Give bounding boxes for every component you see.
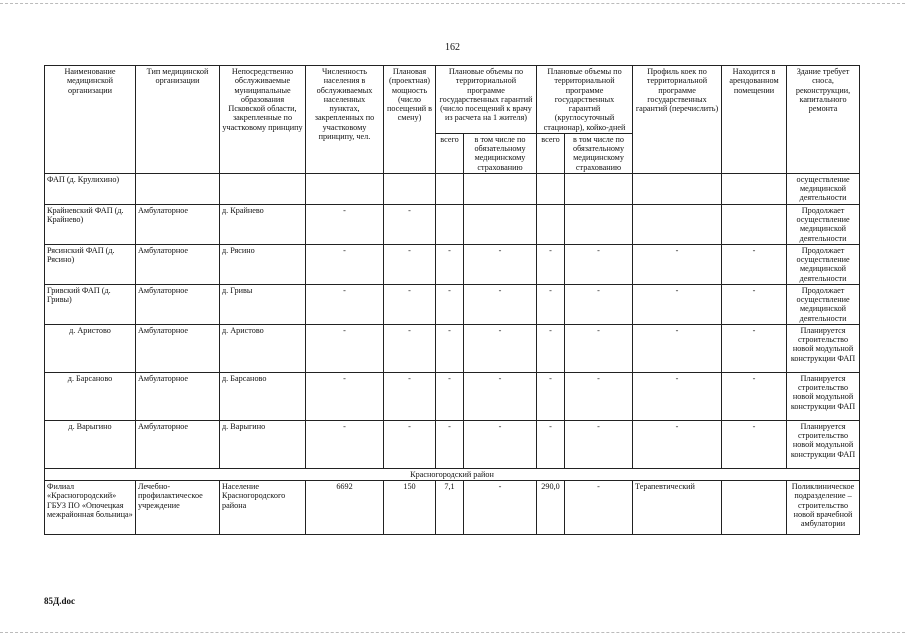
cell-in-oms: -: [565, 324, 633, 372]
cell-out-oms: -: [464, 481, 537, 535]
cell-capacity: -: [384, 204, 436, 244]
header-population: Численность населения в обслуживаемых населенных пунктах, закрепленных по участковому принципу, чел.: [306, 66, 384, 174]
cell-name: Филиал «Красногородский» ГБУЗ ПО «Опочецкая межрайонная больница»: [45, 481, 136, 535]
header-leased: Находится в арендованном помещении: [722, 66, 787, 174]
header-in-total: всего: [537, 133, 565, 173]
cell-in-oms: -: [565, 372, 633, 420]
table-row: [45, 481, 860, 535]
cell-capacity: -: [384, 284, 436, 324]
cell-name: д. Варыгино: [45, 420, 136, 468]
cell-out-oms: -: [464, 324, 537, 372]
scan-edge-top: [0, 3, 905, 4]
cell-type: Лечебно-профилактическое учреждение: [136, 481, 220, 535]
cell-leased: [722, 173, 787, 204]
header-building: Здание требует сноса, реконструкции, капитального ремонта: [787, 66, 860, 174]
cell-profile: Терапевтический: [633, 481, 722, 535]
header-out-total: всего: [436, 133, 464, 173]
cell-out-total: -: [436, 372, 464, 420]
cell-type: [136, 173, 220, 204]
cell-served: д. Крайнево: [220, 204, 306, 244]
cell-capacity: -: [384, 324, 436, 372]
cell-in-total: -: [537, 244, 565, 284]
header-type: Тип медицинской организации: [136, 66, 220, 174]
cell-in-total: -: [537, 420, 565, 468]
header-beds-profile: Профиль коек по территориальной программе государственных гарантий (перечислить): [633, 66, 722, 174]
table-row: [45, 324, 860, 372]
cell-building: Планируется строительство новой модульной конструкции ФАП: [787, 372, 860, 420]
cell-population: -: [306, 244, 384, 284]
cell-name: д. Аристово: [45, 324, 136, 372]
cell-leased: -: [722, 420, 787, 468]
cell-capacity: -: [384, 372, 436, 420]
header-out-oms: в том числе по обязательному медицинскому страхованию: [464, 133, 537, 173]
header-outpatient: Плановые объемы по территориальной программе государственных гарантий (число посещений к врачу из расчета на 1 жителя): [436, 66, 537, 134]
cell-leased: -: [722, 244, 787, 284]
table-row: [45, 204, 860, 244]
cell-out-oms: -: [464, 372, 537, 420]
cell-population: 6692: [306, 481, 384, 535]
cell-type: Амбулаторное: [136, 204, 220, 244]
cell-name: Крайневский ФАП (д. Крайнево): [45, 204, 136, 244]
district-row: [45, 468, 860, 480]
cell-served: [220, 173, 306, 204]
cell-out-total: -: [436, 420, 464, 468]
footer-filename: 85Д.doc: [44, 596, 75, 606]
cell-profile: [633, 173, 722, 204]
cell-capacity: [384, 173, 436, 204]
cell-out-oms: -: [464, 284, 537, 324]
cell-served: д. Аристово: [220, 324, 306, 372]
cell-name: Рясинский ФАП (д. Рясино): [45, 244, 136, 284]
cell-out-oms: -: [464, 244, 537, 284]
cell-in-total: 290,0: [537, 481, 565, 535]
cell-in-total: -: [537, 372, 565, 420]
cell-leased: -: [722, 324, 787, 372]
header-served: Непосредственно обслуживаемые муниципальные образования Псковской области, закрепленные по участковому принципу: [220, 66, 306, 174]
cell-served: д. Рясино: [220, 244, 306, 284]
cell-name: Гривский ФАП (д. Гривы): [45, 284, 136, 324]
cell-population: -: [306, 204, 384, 244]
table-row: [45, 173, 860, 204]
header-in-oms: в том числе по обязательному медицинскому страхованию: [565, 133, 633, 173]
cell-leased: -: [722, 372, 787, 420]
header-capacity: Плановая (проектная) мощность (число посещений в смену): [384, 66, 436, 174]
cell-capacity: -: [384, 420, 436, 468]
header-row: [45, 66, 860, 134]
cell-leased: [722, 204, 787, 244]
cell-served: д. Гривы: [220, 284, 306, 324]
cell-profile: [633, 204, 722, 244]
cell-type: Амбулаторное: [136, 244, 220, 284]
cell-out-total: -: [436, 244, 464, 284]
cell-population: -: [306, 284, 384, 324]
cell-in-total: [537, 173, 565, 204]
cell-type: Амбулаторное: [136, 372, 220, 420]
cell-out-total: -: [436, 284, 464, 324]
table-row: [45, 244, 860, 284]
cell-building: Продолжает осуществление медицинской деятельности: [787, 284, 860, 324]
cell-in-oms: -: [565, 481, 633, 535]
cell-served: д. Барсаново: [220, 372, 306, 420]
cell-type: Амбулаторное: [136, 324, 220, 372]
cell-leased: -: [722, 284, 787, 324]
cell-in-oms: [565, 173, 633, 204]
cell-type: Амбулаторное: [136, 420, 220, 468]
cell-out-oms: [464, 204, 537, 244]
header-name: Наименование медицинской организации: [45, 66, 136, 174]
district-title: Красногородский район: [45, 468, 860, 480]
cell-building: Продолжает осуществление медицинской деятельности: [787, 244, 860, 284]
page-number: 162: [445, 42, 460, 53]
table-row: [45, 284, 860, 324]
table-row: [45, 372, 860, 420]
medical-organizations-table: [44, 65, 860, 535]
cell-out-total: [436, 173, 464, 204]
cell-profile: -: [633, 324, 722, 372]
cell-profile: -: [633, 372, 722, 420]
cell-in-oms: -: [565, 284, 633, 324]
cell-building: Планируется строительство новой модульной конструкции ФАП: [787, 324, 860, 372]
cell-in-total: -: [537, 284, 565, 324]
cell-in-oms: -: [565, 244, 633, 284]
cell-in-total: [537, 204, 565, 244]
cell-leased: [722, 481, 787, 535]
cell-profile: -: [633, 284, 722, 324]
cell-population: -: [306, 372, 384, 420]
cell-population: [306, 173, 384, 204]
cell-out-oms: [464, 173, 537, 204]
cell-in-total: -: [537, 324, 565, 372]
scan-edge-bottom: [0, 632, 905, 633]
cell-in-oms: [565, 204, 633, 244]
cell-building: Планируется строительство новой модульной конструкции ФАП: [787, 420, 860, 468]
cell-type: Амбулаторное: [136, 284, 220, 324]
cell-profile: -: [633, 420, 722, 468]
cell-served: д. Варыгино: [220, 420, 306, 468]
cell-out-total: [436, 204, 464, 244]
cell-population: -: [306, 420, 384, 468]
cell-out-oms: -: [464, 420, 537, 468]
header-inpatient: Плановые объемы по территориальной программе государственных гарантий (круглосуточный стационар), койко-дней: [537, 66, 633, 134]
cell-name: д. Барсаново: [45, 372, 136, 420]
cell-out-total: 7,1: [436, 481, 464, 535]
cell-population: -: [306, 324, 384, 372]
cell-in-oms: -: [565, 420, 633, 468]
cell-out-total: -: [436, 324, 464, 372]
cell-building: осуществление медицинской деятельности: [787, 173, 860, 204]
cell-building: Продолжает осуществление медицинской деятельности: [787, 204, 860, 244]
table-row: [45, 420, 860, 468]
cell-name: ФАП (д. Крулихино): [45, 173, 136, 204]
cell-capacity: -: [384, 244, 436, 284]
cell-capacity: 150: [384, 481, 436, 535]
cell-served: Население Красногородского района: [220, 481, 306, 535]
cell-profile: -: [633, 244, 722, 284]
cell-building: Поликлиническое подразделение – строительство новой врачебной амбулатории: [787, 481, 860, 535]
